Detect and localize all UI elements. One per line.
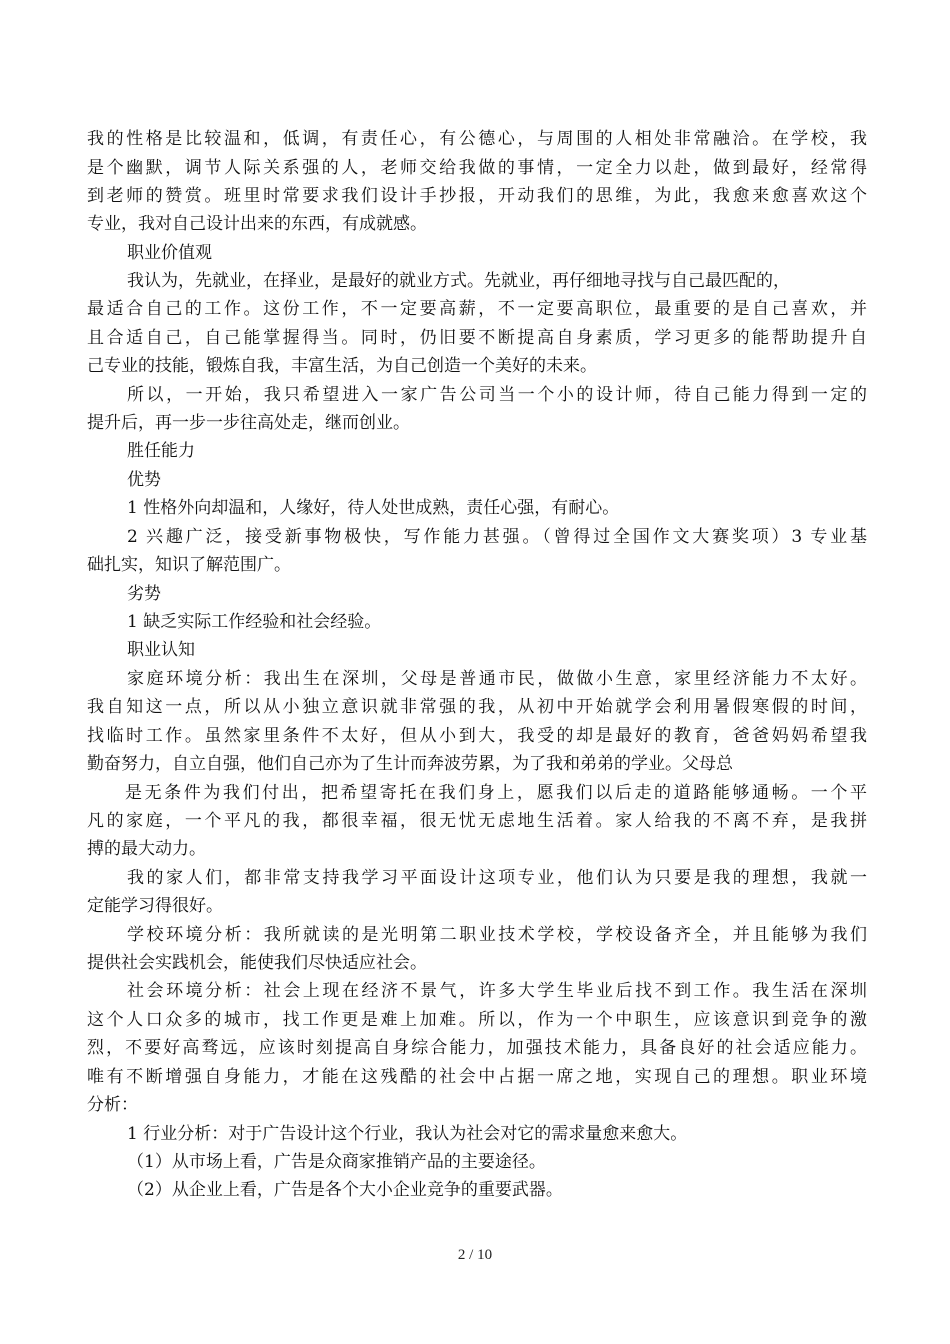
- text-line: 学校环境分析：我所就读的是光明第二职业技术学校，学校设备齐全，并且能够为我们: [127, 925, 867, 945]
- section-heading: 胜任能力: [127, 441, 195, 461]
- text-line: 所以，一开始，我只希望进入一家广告公司当一个小的设计师，待自己能力得到一定的: [127, 385, 867, 405]
- text-line: 是无条件为我们付出，把希望寄托在我们身上，愿我们以后走的道路能够通畅。一个平: [125, 783, 867, 803]
- text-line: 是个幽默，调节人际关系强的人，老师交给我做的事情，一定全力以赴，做到最好，经常得: [87, 158, 867, 178]
- text-line: 这个人口众多的城市，找工作更是难上加难。所以，作为一个中职生，应该意识到竞争的激: [87, 1010, 867, 1030]
- text-line: 且合适自己，自己能掌握得当。同时，仍旧要不断提高自身素质，学习更多的能帮助提升自: [87, 328, 867, 348]
- text-line: 找临时工作。虽然家里条件不太好，但从小到大，我受的却是最好的教育，爸爸妈妈希望我: [87, 726, 867, 746]
- text-line: 分析：: [87, 1095, 138, 1115]
- text-line: 我认为，先就业，在择业，是最好的就业方式。先就业，再仔细地寻找与自己最匹配的，: [127, 271, 790, 291]
- list-item: （1）从市场上看，广告是众商家推销产品的主要途径。: [127, 1152, 546, 1172]
- text-line: 我的家人们，都非常支持我学习平面设计这项专业，他们认为只要是我的理想，我就一: [127, 868, 867, 888]
- text-line: 搏的最大动力。: [87, 839, 206, 859]
- text-line: 到老师的赞赏。班里时常要求我们设计手抄报，开动我们的思维，为此，我愈来愈喜欢这个: [87, 186, 867, 206]
- text-line: 己专业的技能，锻炼自我，丰富生活，为自己创造一个美好的未来。: [87, 356, 597, 376]
- text-line: 凡的家庭，一个平凡的我，都很幸福，很无忧无虑地生活着。家人给我的不离不弃，是我拼: [87, 811, 867, 831]
- text-line: 2 兴趣广泛，接受新事物极快，写作能力甚强。（曾得过全国作文大赛奖项）3 专业基: [127, 527, 867, 547]
- section-heading: 职业认知: [127, 640, 195, 660]
- text-line: 烈，不要好高骛远，应该时刻提高自身综合能力，加强技术能力，具备良好的社会适应能力。: [87, 1038, 867, 1058]
- text-line: 专业，我对自己设计出来的东西，有成就感。: [87, 214, 427, 234]
- text-line: 唯有不断增强自身能力，才能在这残酷的社会中占据一席之地，实现自己的理想。职业环境: [87, 1067, 867, 1087]
- text-line: 础扎实，知识了解范围广。: [87, 555, 291, 575]
- page-number: 2 / 10: [457, 1247, 493, 1263]
- text-line: 我的性格是比较温和，低调，有责任心，有公德心，与周围的人相处非常融洽。在学校，我: [87, 129, 867, 149]
- text-line: 1 缺乏实际工作经验和社会经验。: [127, 612, 382, 632]
- text-line: 我自知这一点，所以从小独立意识就非常强的我，从初中开始就学会利用暑假寒假的时间，: [87, 697, 867, 717]
- subsection-heading: 劣势: [127, 584, 161, 604]
- text-line: 最适合自己的工作。这份工作，不一定要高薪，不一定要高职位，最重要的是自己喜欢，并: [87, 299, 867, 319]
- text-line: 1 行业分析：对于广告设计这个行业，我认为社会对它的需求量愈来愈大。: [127, 1124, 688, 1144]
- section-heading: 职业价值观: [127, 243, 212, 263]
- text-line: 1 性格外向却温和，人缘好，待人处世成熟，责任心强，有耐心。: [127, 498, 620, 518]
- text-line: 勤奋努力，自立自强，他们自己亦为了生计而奔波劳累，为了我和弟弟的学业。父母总: [87, 754, 733, 774]
- text-line: 提升后，再一步一步往高处走，继而创业。: [87, 413, 410, 433]
- text-line: 社会环境分析：社会上现在经济不景气，许多大学生毕业后找不到工作。我生活在深圳: [127, 981, 867, 1001]
- list-item: （2）从企业上看，广告是各个大小企业竞争的重要武器。: [127, 1180, 563, 1200]
- text-line: 提供社会实践机会，能使我们尽快适应社会。: [87, 953, 427, 973]
- text-line: 家庭环境分析：我出生在深圳，父母是普通市民，做做小生意，家里经济能力不太好。: [127, 669, 867, 689]
- subsection-heading: 优势: [127, 470, 161, 490]
- text-line: 定能学习得很好。: [87, 896, 223, 916]
